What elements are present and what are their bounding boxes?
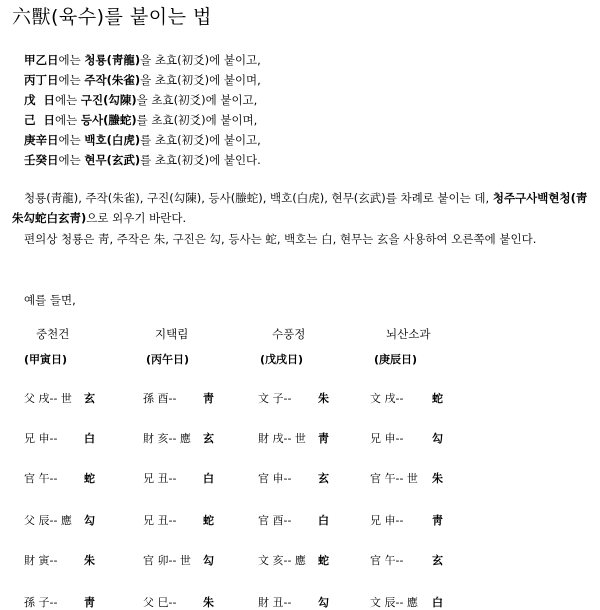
rule-days: 戊 日 [24,93,56,107]
beast-mark: 白 [84,432,95,445]
beast-mark: 靑 [84,596,95,609]
yao-text: 官 午-- [24,472,58,485]
beast-mark: 勾 [203,554,214,567]
yao-line [143,430,214,446]
yao-line [143,594,214,610]
yao-line [258,512,329,528]
yao-text: 文 亥-- 應 [258,554,306,567]
hexagram-day: (丙午日) [146,353,190,366]
rule-line [24,112,257,128]
paragraph-order [12,188,588,228]
yao-line [258,552,329,568]
yao-text: 官 午-- [370,554,404,567]
paragraph-order-text: 청룡(靑龍), 주작(朱雀), 구진(勾陳), 등사(螣蛇), 백호(白虎), 현무(玄武)를 차례로 붙이는 데, [24,191,493,205]
rule-beast: 등사(螣蛇) [80,113,137,127]
hexagram-name: 수풍정 [272,327,306,341]
beast-mark: 勾 [318,596,329,609]
yao-text: 兄 申-- [370,514,404,527]
page-title: 六獸(육수)를 붙이는 법 [12,6,212,28]
yao-text: 財 戌-- 世 [258,432,306,445]
yao-text: 文 戌-- [370,392,404,405]
hexagram-day: (甲寅日) [24,353,68,366]
rule-days: 庚辛日 [24,133,59,147]
example-label: 예를 들면, [24,293,76,307]
rule-line [24,72,261,88]
rule-line [24,132,261,148]
beast-mark: 靑 [203,392,214,405]
rule-connector: 에는 [58,133,85,147]
yao-text: 兄 丑-- [143,514,177,527]
hexagram-name: 지택림 [155,327,189,341]
yao-text: 文 辰-- 應 [370,596,418,609]
rule-connector: 에는 [55,93,81,107]
yao-line [258,390,329,406]
beast-mark: 勾 [432,432,443,445]
yao-text: 父 戌-- 世 [24,392,72,405]
rule-line [24,152,261,168]
yao-line [24,594,95,610]
yao-line [24,512,95,528]
rule-beast: 청룡(靑龍) [84,53,141,67]
beast-mark: 靑 [318,432,329,445]
rule-connector: 에는 [58,153,85,167]
yao-line [370,470,443,486]
yao-text: 財 寅-- [24,554,58,567]
rule-beast: 주작(朱雀) [84,73,141,87]
beast-mark: 玄 [432,554,443,567]
beast-mark: 玄 [84,392,95,405]
yao-text: 文 子-- [258,392,292,405]
beast-mark: 蛇 [203,514,214,527]
rule-connector: 에는 [58,53,85,67]
rule-days: 丙丁日 [24,73,59,87]
rule-beast: 백호(白虎) [84,133,141,147]
beast-mark: 靑 [432,514,443,527]
beast-mark: 勾 [84,514,95,527]
yao-text: 官 卯-- 世 [143,554,191,567]
rule-line [24,52,261,68]
beast-mark: 玄 [203,432,214,445]
yao-text: 官 申-- [258,472,292,485]
yao-line [143,512,214,528]
yao-line [258,594,329,610]
rule-days: 甲乙日 [24,53,59,67]
rule-text: 을 초효(初爻)에 붙이고, [136,93,258,107]
rule-days: 壬癸日 [24,153,59,167]
rule-beast: 현무(玄武) [84,153,141,167]
hexagram-day: (庚辰日) [374,353,418,366]
rule-text: 를 초효(初爻)에 붙이며, [136,113,258,127]
yao-line [24,430,95,446]
paragraph-convention: 편의상 청룡은 靑, 주작은 朱, 구진은 勾, 등사는 蛇, 백호는 白, 현무는 玄을 사용하여 오른쪽에 붙인다. [24,232,537,246]
beast-mark: 朱 [318,392,329,405]
rule-text: 을 초효(初爻)에 붙이며, [140,73,261,87]
yao-text: 孫 酉-- [143,392,177,405]
beast-mark: 白 [203,472,214,485]
rule-connector: 에는 [58,73,85,87]
paragraph-order-end: 으로 외우기 바란다. [86,211,187,225]
rule-days: 己 日 [24,113,56,127]
hexagram-day: (戊戌日) [260,353,304,366]
beast-mark: 朱 [203,596,214,609]
hexagram-name: 중천건 [36,327,70,341]
rule-text: 를 초효(初爻)에 붙이고, [140,133,261,147]
yao-text: 官 酉-- [258,514,292,527]
yao-line [24,552,95,568]
yao-text: 父 巳-- [143,596,177,609]
rule-text: 을 초효(初爻)에 붙이고, [140,53,261,67]
yao-line [370,390,443,406]
beast-mark: 朱 [432,472,443,485]
yao-line [143,470,214,486]
beast-mark: 蛇 [84,472,95,485]
yao-text: 孫 子-- [24,596,58,609]
hexagram-name: 뇌산소과 [386,327,431,341]
yao-text: 財 亥-- 應 [143,432,191,445]
beast-mark: 蛇 [432,392,443,405]
yao-line [258,470,329,486]
yao-line [258,430,329,446]
beast-mark: 白 [432,596,443,609]
rule-connector: 에는 [55,113,81,127]
beast-mark: 朱 [84,554,95,567]
beast-mark: 白 [318,514,329,527]
yao-text: 財 丑-- [258,596,292,609]
yao-line [24,470,95,486]
yao-text: 兄 申-- [24,432,58,445]
yao-text: 父 辰-- 應 [24,514,72,527]
yao-line [143,552,214,568]
rule-line [24,92,257,108]
mnemonic-text: 청주구사백현청(靑朱勾蛇白玄靑) [12,191,588,225]
yao-line [143,390,214,406]
yao-line [370,552,443,568]
beast-mark: 蛇 [318,554,329,567]
yao-line [370,512,443,528]
rule-beast: 구진(勾陳) [80,93,137,107]
yao-text: 兄 申-- [370,432,404,445]
yao-line [370,594,443,610]
yao-line [24,390,95,406]
rule-text: 를 초효(初爻)에 붙인다. [140,153,261,167]
yao-line [370,430,443,446]
beast-mark: 玄 [318,472,329,485]
yao-text: 官 午-- 世 [370,472,418,485]
yao-text: 兄 丑-- [143,472,177,485]
